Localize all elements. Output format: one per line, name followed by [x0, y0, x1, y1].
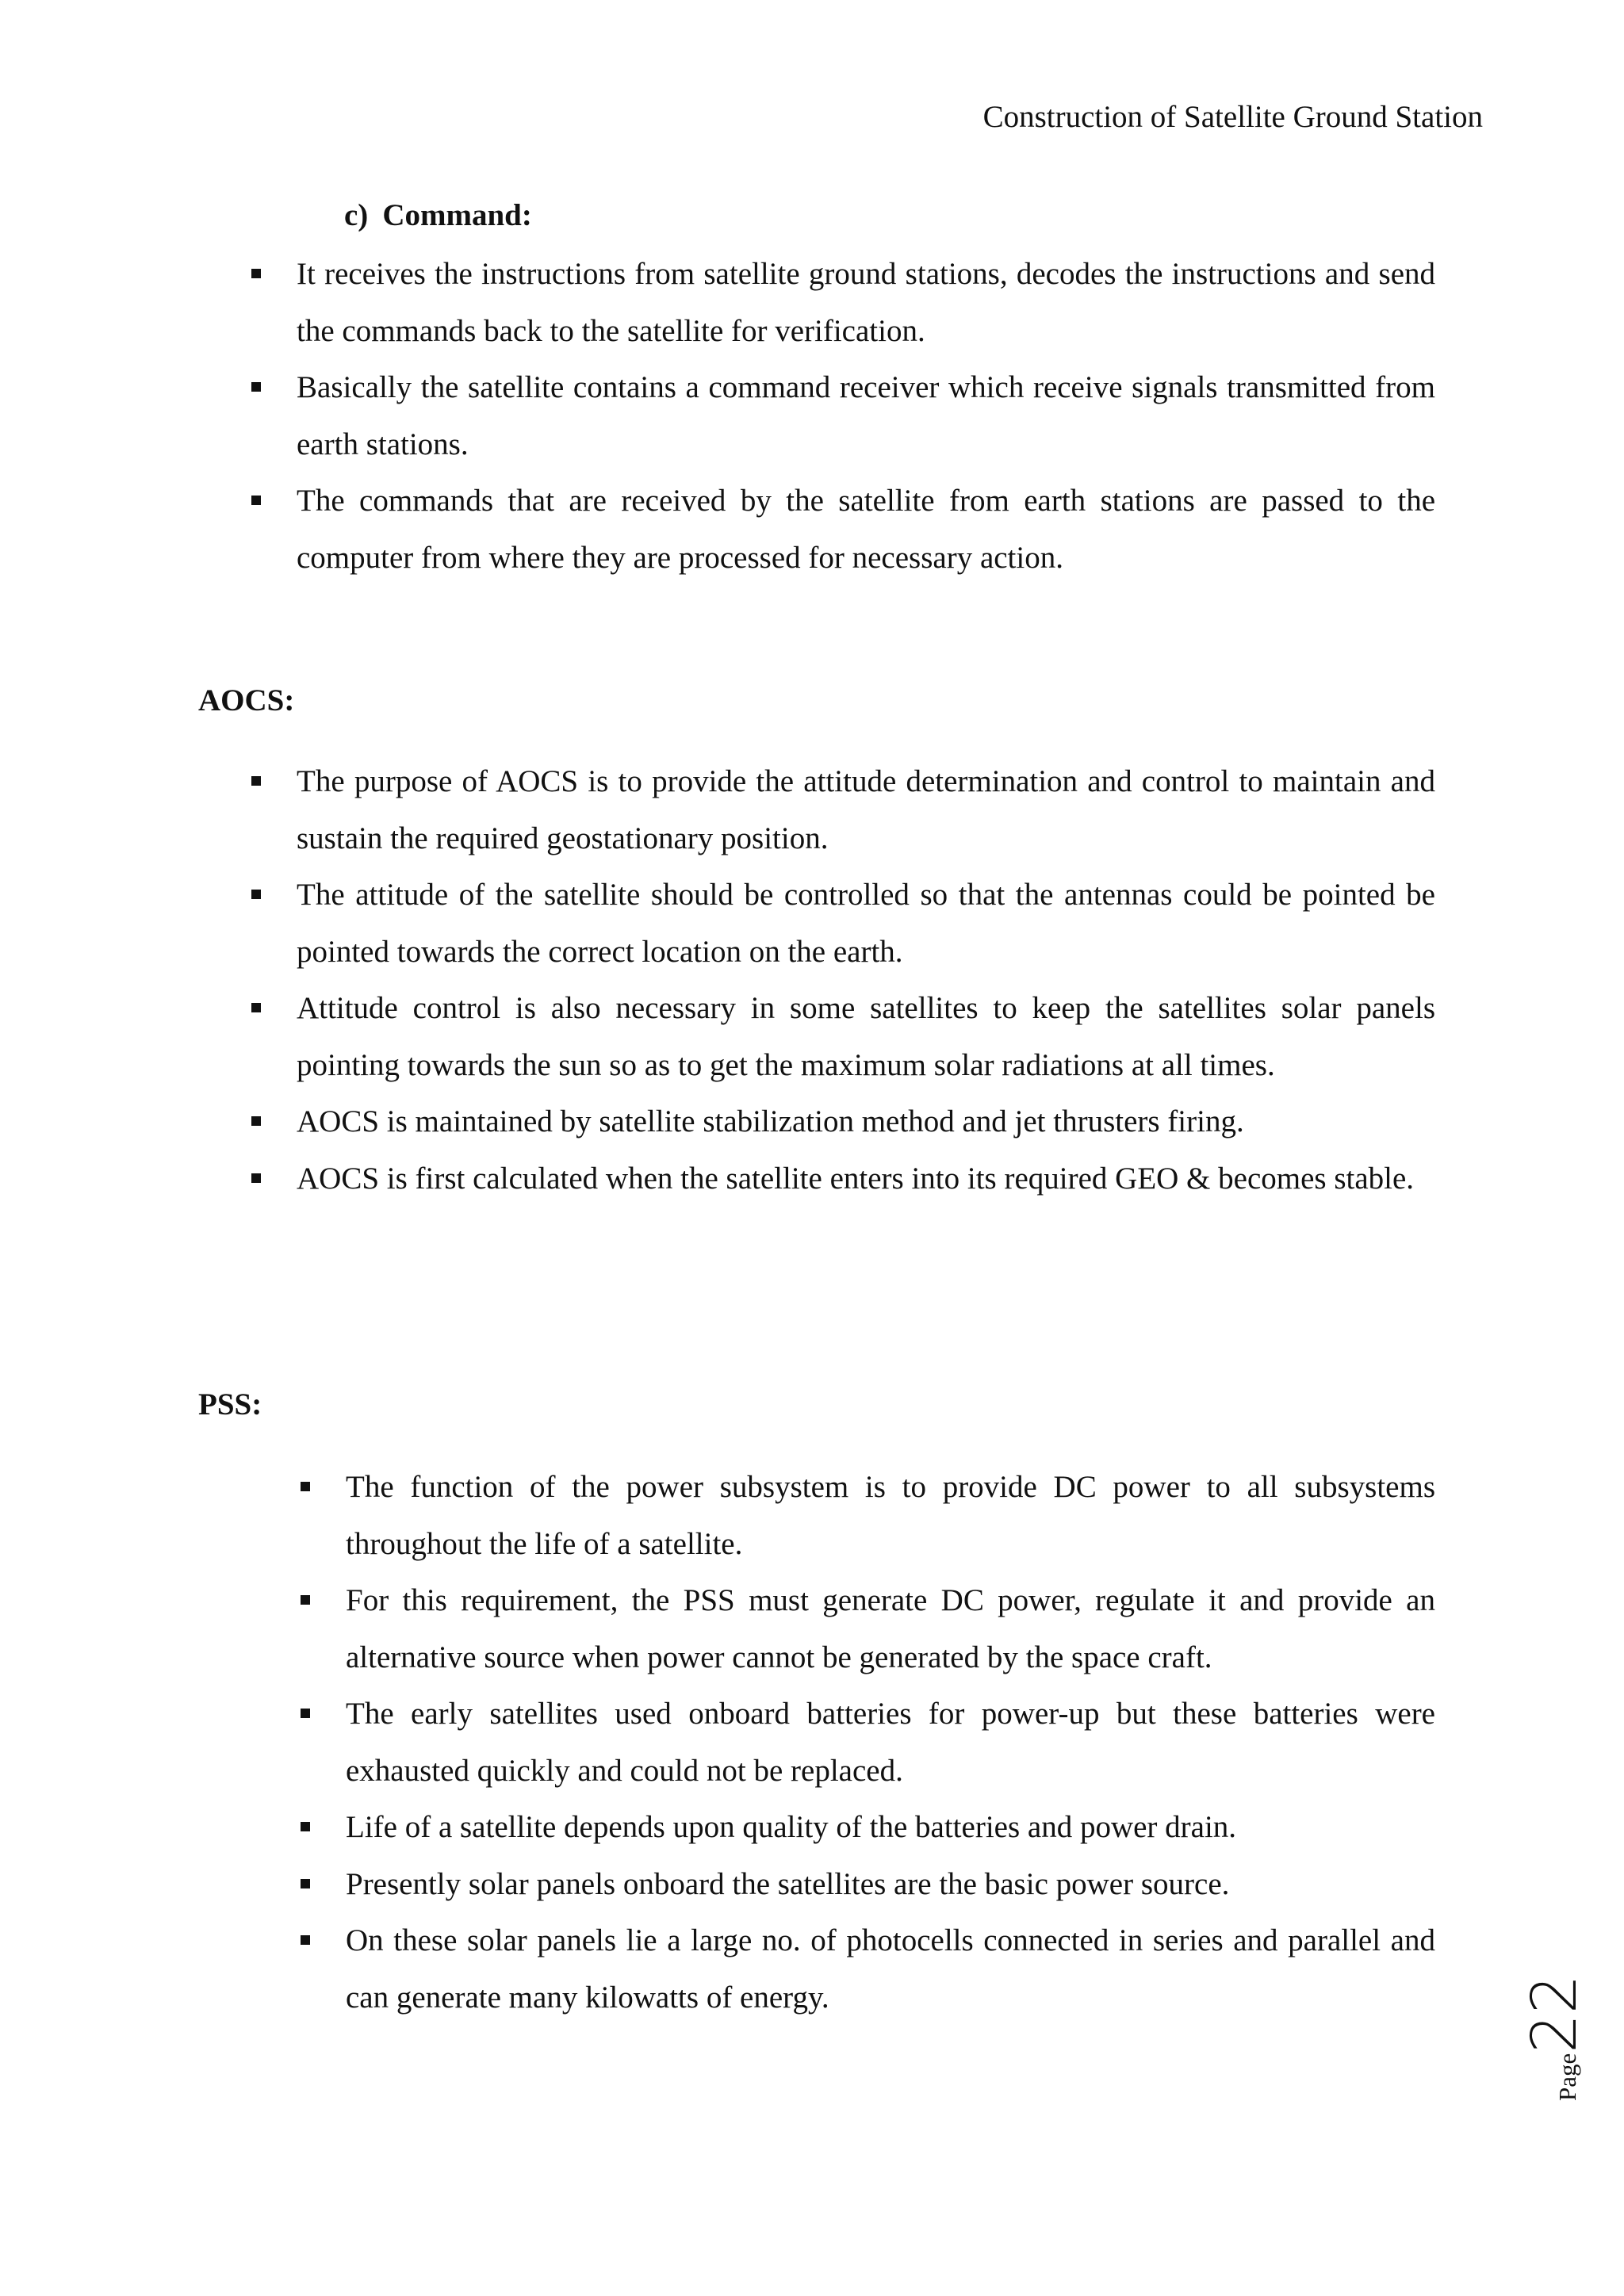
list-item — [297, 867, 1435, 980]
list-item — [346, 1799, 1435, 1856]
list-item — [297, 473, 1435, 586]
bullet-square-icon — [251, 890, 261, 899]
list-item-text: The commands that are received by the satellite from earth stations are passed to the computer from where they are processed for necessary action. — [297, 484, 1435, 575]
list-item — [297, 1093, 1435, 1150]
bullet-square-icon — [301, 1595, 310, 1605]
list-item — [346, 1686, 1435, 1799]
bullet-square-icon — [251, 1116, 261, 1126]
list-item-text: The function of the power subsystem is to provide DC power to all subsystems throughout the life of a satellite. — [346, 1470, 1435, 1561]
list-item — [346, 1912, 1435, 2026]
aocs-heading: AOCS: — [198, 683, 295, 718]
command-subheading-title: Command: — [382, 198, 532, 232]
bullet-square-icon — [251, 269, 261, 278]
list-item-text: Attitude control is also necessary in some satellites to keep the satellites solar panels pointing towards the sun so as to get the maximum solar radiations at all times. — [297, 991, 1435, 1082]
list-item-text: Presently solar panels onboard the satellites are the basic power source. — [346, 1866, 1230, 1901]
list-item-text: It receives the instructions from satellite ground stations, decodes the instructions and send the commands back to the satellite for verification. — [297, 257, 1435, 348]
bullet-square-icon — [301, 1709, 310, 1718]
list-item-text: The attitude of the satellite should be controlled so that the antennas could be pointed be pointed towards the correct location on the earth. — [297, 878, 1435, 969]
list-item — [297, 1150, 1435, 1207]
list-item — [297, 359, 1435, 473]
page-number: 22 — [1519, 1974, 1591, 2053]
bullet-square-icon — [251, 776, 261, 786]
running-header: Construction of Satellite Ground Station — [982, 100, 1483, 134]
pss-bullet-list — [346, 1459, 1435, 2026]
list-item — [297, 980, 1435, 1093]
bullet-square-icon — [301, 1482, 310, 1491]
bullet-square-icon — [251, 1173, 261, 1183]
list-item-text: For this requirement, the PSS must generate DC power, regulate it and provide an alternative source when power cannot be generated by the space craft. — [346, 1583, 1435, 1674]
bullet-square-icon — [301, 1822, 310, 1831]
list-item-text: The early satellites used onboard batteries for power-up but these batteries were exhausted quickly and could not be replaced. — [346, 1697, 1435, 1788]
list-item — [346, 1459, 1435, 1572]
list-item-text: AOCS is maintained by satellite stabilization method and jet thrusters firing. — [297, 1104, 1244, 1138]
list-item — [346, 1856, 1435, 1913]
bullet-square-icon — [301, 1879, 310, 1888]
list-item-text: On these solar panels lie a large no. of photocells connected in series and parallel and can generate many kilowatts of energy. — [346, 1923, 1435, 2015]
page-label: Page — [1553, 2053, 1581, 2101]
list-item — [297, 753, 1435, 867]
pss-heading: PSS: — [198, 1387, 262, 1422]
bullet-square-icon — [251, 496, 261, 505]
bullet-square-icon — [251, 1003, 261, 1012]
list-item-text: Life of a satellite depends upon quality of the batteries and power drain. — [346, 1810, 1237, 1844]
list-item-text: Basically the satellite contains a command receiver which receive signals transmitted from earth stations. — [297, 370, 1435, 461]
list-item-text: AOCS is first calculated when the satellite enters into its required GEO & becomes stable. — [297, 1161, 1415, 1196]
command-bullet-list — [297, 246, 1435, 586]
command-subheading — [344, 195, 532, 236]
list-item — [297, 246, 1435, 359]
aocs-bullet-list — [297, 753, 1435, 1207]
list-item — [346, 1572, 1435, 1686]
list-item-text: The purpose of AOCS is to provide the attitude determination and control to maintain and sustain the required geostationary position. — [297, 764, 1435, 855]
command-subheading-marker: c) — [344, 198, 369, 232]
bullet-square-icon — [251, 382, 261, 392]
bullet-square-icon — [301, 1935, 310, 1945]
